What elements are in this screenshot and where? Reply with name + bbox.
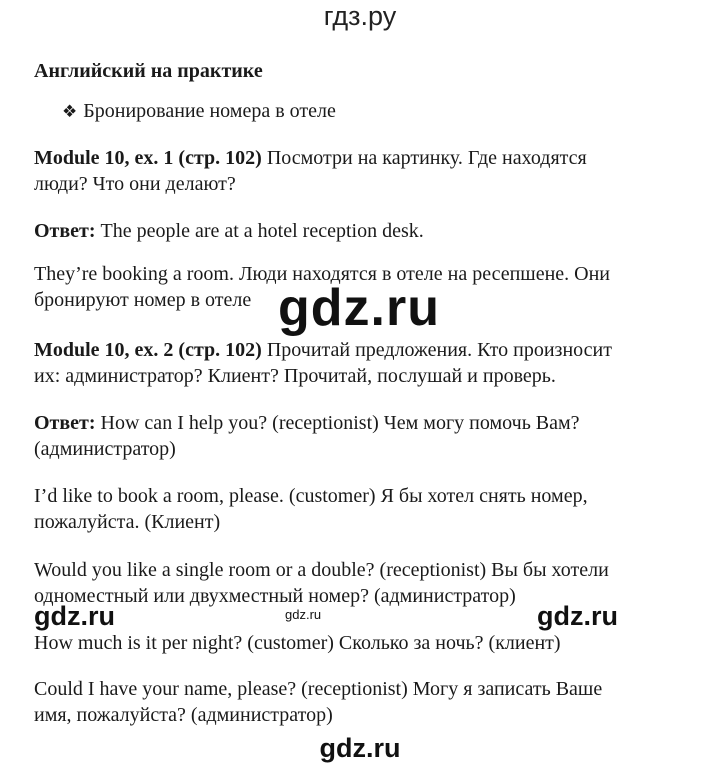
ex1-task (34, 145, 674, 197)
watermark-small: gdz.ru (285, 607, 322, 622)
ex2-a5-line2: имя, пожалуйста? (администратор) (34, 704, 333, 726)
ex1-answer (34, 218, 674, 244)
ex2-a1-line2: (администратор) (34, 438, 176, 460)
ex2-answer-5 (34, 676, 674, 728)
watermark-large: gdz.ru (278, 279, 440, 337)
ex1-answer-text: The people are at a hotel reception desk. (95, 220, 424, 242)
watermark-bottom: gdz.ru (319, 733, 401, 763)
ex2-task-line1: Прочитай предложения. Кто произносит (261, 339, 612, 361)
ex1-task-line1: Посмотри на картинку. Где находятся (261, 147, 587, 169)
ex1-line-a: They’re booking a room. Люди находятся в отеле на ресепшене. Они (34, 263, 611, 285)
topic-text: Бронирование номера в отеле (83, 100, 336, 122)
ex2-task (34, 337, 674, 389)
ex2-a3-line1: Would you like a single room or a double? (receptionist) Вы бы хотели (34, 559, 609, 581)
ex2-ref: Module 10, ex. 2 (стр. 102) (34, 339, 262, 361)
ex1-answer-label: Ответ: (34, 220, 96, 242)
ex2-answer-4 (34, 630, 674, 656)
ex2-a3-line2: одноместный или двухместный номер? (администратор) (34, 585, 516, 607)
ex2-answer-label: Ответ: (34, 412, 96, 434)
site-header: гдз.ру (323, 1, 397, 31)
watermark-left: gdz.ru (34, 601, 115, 631)
ex2-task-line2: их: администратор? Клиент? Прочитай, послушай и проверь. (34, 365, 556, 387)
ex2-answer-1 (34, 410, 674, 462)
ex2-a5-line1: Could I have your name, please? (receptionist) Могу я записать Ваше (34, 678, 603, 700)
ex1-task-line2: люди? Что они делают? (34, 173, 236, 195)
watermark-right: gdz.ru (537, 601, 618, 631)
ex1-ref: Module 10, ex. 1 (стр. 102) (34, 147, 262, 169)
ex2-a2-line2: пожалуйста. (Клиент) (34, 511, 221, 533)
ex2-a1-line1: How can I help you? (receptionist) Чем могу помочь Вам? (95, 412, 580, 434)
bullet-diamond-icon: ❖ (62, 102, 78, 121)
ex2-answer-2 (34, 483, 674, 535)
ex2-a4-line1: How much is it per night? (customer) Сколько за ночь? (клиент) (34, 632, 561, 654)
section-title: Английский на практике (34, 60, 263, 82)
topic-bullet (62, 98, 336, 125)
ex2-a2-line1: I’d like to book a room, please. (customer) Я бы хотел снять номер, (34, 485, 588, 507)
ex1-line-b: бронируют номер в отеле (34, 289, 252, 311)
